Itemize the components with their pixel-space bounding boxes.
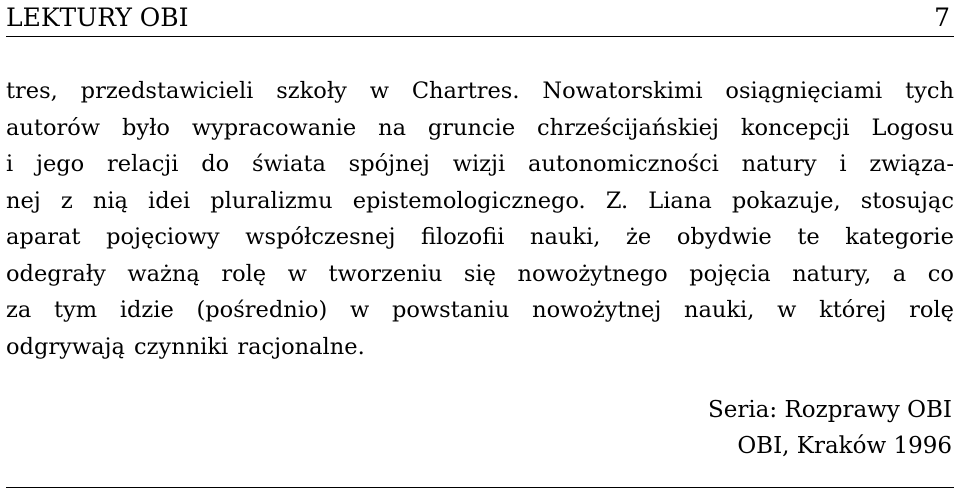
text-word: nauki,: [684, 297, 755, 323]
text-word: z: [60, 187, 73, 214]
text-word: a: [892, 260, 907, 287]
text-word: Z.: [605, 187, 629, 214]
text-word: związa-: [869, 151, 954, 177]
text-word: pojęciowy: [106, 224, 220, 250]
text-word: odegrały: [6, 260, 106, 287]
body-paragraph: [6, 73, 954, 365]
text-word: szkoły: [276, 78, 347, 104]
text-line: [6, 110, 954, 147]
text-word: przedstawicieli: [80, 78, 254, 104]
text-word: powstaniu: [391, 297, 510, 323]
text-word: i: [839, 151, 847, 177]
text-word: nią: [92, 187, 128, 214]
text-word: pluralizmu: [210, 187, 333, 214]
text-word: osiągnięciami: [725, 78, 883, 104]
running-header: [6, 2, 954, 37]
text-word: co: [927, 260, 954, 287]
text-word: się: [463, 260, 496, 287]
text-word: za: [6, 297, 32, 323]
text-word: rolę: [221, 260, 267, 287]
text-word: Chartres.: [411, 78, 520, 104]
text-line: [6, 73, 954, 110]
text-word: nej: [6, 187, 41, 214]
text-word: obydwie: [676, 224, 772, 250]
text-word: nowożytnego: [517, 260, 668, 287]
text-word: epistemologicznego.: [352, 187, 586, 214]
text-word: tworzeniu: [328, 260, 443, 287]
text-word: natury: [741, 151, 817, 177]
text-word: której: [819, 297, 887, 323]
publisher-note: OBI, Kraków 1996: [737, 433, 952, 459]
text-word: spójnej: [348, 151, 430, 177]
text-word: aparat: [6, 224, 81, 250]
text-word: tych: [905, 78, 954, 104]
text-word: Nowatorskimi: [542, 78, 703, 104]
text-word: w: [287, 260, 307, 287]
text-word: pokazuje,: [731, 187, 841, 214]
text-word: świata: [252, 151, 326, 177]
text-word: filozofii: [421, 224, 505, 250]
text-word: jego: [35, 151, 85, 177]
text-word: w: [349, 297, 370, 323]
text-line: [6, 329, 954, 366]
text-word: na: [378, 114, 406, 141]
text-word: tym: [54, 297, 98, 323]
text-word: wizji: [452, 151, 506, 177]
text-line: [6, 256, 954, 293]
text-word: było: [121, 114, 170, 141]
text-word: że: [626, 224, 652, 250]
text-word: tres,: [6, 78, 58, 104]
text-word: wypracowanie: [191, 114, 357, 141]
text-word: relacji: [107, 151, 179, 177]
text-word: nauki,: [530, 224, 601, 250]
footer-rule: [6, 487, 954, 488]
text-line: [6, 183, 954, 220]
text-word: chrześcijańskiej: [537, 114, 719, 141]
text-word: idzie: [119, 297, 174, 323]
running-header-title: LEKTURY OBI: [6, 3, 189, 32]
text-word: do: [201, 151, 230, 177]
text-word: koncepcji: [740, 114, 850, 141]
text-line: [6, 146, 954, 183]
text-word: Logosu: [871, 114, 954, 141]
text-word: autorów: [6, 114, 101, 141]
page-number: 7: [934, 3, 950, 32]
text-word: natury,: [792, 260, 872, 287]
text-line: [6, 292, 954, 329]
text-word: i: [6, 151, 14, 177]
text-word: Liana: [648, 187, 712, 214]
text-word: w: [369, 78, 389, 104]
text-word: te: [797, 224, 820, 250]
text-line: [6, 219, 954, 256]
text-word: odgrywają czynniki racjonalne.: [6, 333, 365, 360]
text-word: współczesnej: [245, 224, 396, 250]
text-word: autonomiczności: [527, 151, 719, 177]
text-word: w: [777, 297, 797, 323]
text-word: stosując: [860, 187, 954, 214]
text-word: rolę: [909, 297, 954, 323]
text-word: pojęcia: [689, 260, 771, 287]
text-word: idei: [148, 187, 191, 214]
text-word: ważną: [127, 260, 200, 287]
text-word: (pośrednio): [196, 297, 328, 323]
text-word: kategorie: [845, 224, 954, 250]
text-word: gruncie: [427, 114, 516, 141]
series-note: Seria: Rozprawy OBI: [707, 397, 952, 423]
text-word: nowożytnej: [532, 297, 662, 323]
